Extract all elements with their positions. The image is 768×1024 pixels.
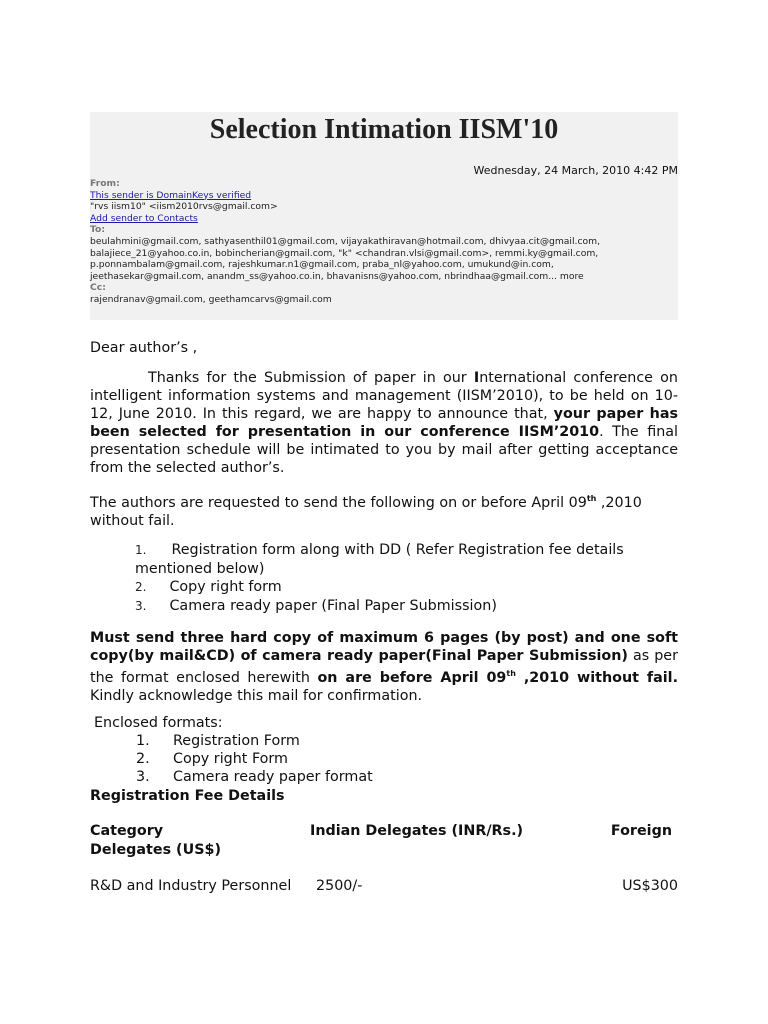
list-item: 2. Copy right form <box>135 579 282 595</box>
list-item: 3. Camera ready paper (Final Paper Submission) <box>135 597 497 614</box>
para2-text-b: ,2010 without fail. <box>90 494 642 529</box>
para1-text-i: I <box>473 370 480 386</box>
col-category: Category <box>90 823 164 839</box>
email-date: Wednesday, 24 March, 2010 4:42 PM <box>473 164 678 177</box>
para2-sup: th <box>586 494 597 503</box>
fee-heading: Registration Fee Details <box>90 788 285 804</box>
email-meta <box>90 178 678 306</box>
para3-bold1: Must send three hard copy of maximum 6 pages (by post) and one soft copy(by mail&CD) of camera ready paper(Final Paper Submission) <box>90 630 678 664</box>
greeting: Dear author’s , <box>90 340 198 356</box>
row-foreign: US$300 <box>622 878 678 894</box>
list-item: 2. Copy right Form <box>136 751 288 767</box>
cc-line: rajendranav@gmail.com, geethamcarvs@gmail.com <box>90 293 332 305</box>
submission-paragraph <box>90 629 678 705</box>
list-item: 1. Registration form along with DD ( Refer Registration fee details mentioned below) <box>135 542 624 577</box>
to-line: balajiece_21@yahoo.co.in, bobincherian@gmail.com, "k" <chandran.vlsi@gmail.com>, remmi.ky@gmail.com, <box>90 247 599 259</box>
enclosed-label: Enclosed formats: <box>94 715 223 731</box>
para1-text-b: nternational conference on intelligent information systems and management (IISM’2010), to be held on 10-12, June 2010. In this regard, we are happy to announce that, <box>90 370 678 422</box>
row-indian: 2500/- <box>316 878 363 894</box>
sender-address: "rvs iism10" <iism2010rvs@gmail.com> <box>90 201 278 213</box>
to-line: p.ponnambalam@gmail.com, rajeshkumar.n1@gmail.com, praba_nl@yahoo.com, umukund@in.com, <box>90 259 554 271</box>
email-header <box>90 112 678 320</box>
para1-text-c: . The final presentation schedule will be intimated to you by mail after getting acceptance from the selected author’s. <box>90 424 678 476</box>
para3-bold3: ,2010 without fail. <box>515 669 678 686</box>
para3-sup: th <box>506 669 516 678</box>
col-foreign-cont: Delegates (US$) <box>90 842 221 858</box>
to-line: jeethasekar@gmail.com, anandm_ss@yahoo.co.in, bhavanisns@yahoo.com, nbrindhaa@gmail.com... more <box>90 270 584 282</box>
to-label: To: <box>90 224 106 236</box>
cc-label: Cc: <box>90 282 106 294</box>
list-item: 1. Registration Form <box>136 733 300 749</box>
page-title: Selection Intimation IISM'10 <box>209 114 559 145</box>
row-category: R&D and Industry Personnel <box>90 878 292 894</box>
col-indian: Indian Delegates (INR/Rs.) <box>310 823 524 839</box>
domainkeys-link[interactable]: This sender is DomainKeys verified <box>90 189 252 201</box>
add-contact-link[interactable]: Add sender to Contacts <box>90 212 198 224</box>
intro-paragraph <box>90 369 678 477</box>
to-line: beulahmini@gmail.com, sathyasenthil01@gmail.com, vijayakathiravan@hotmail.com, dhivyaa.cit@gmail.com, <box>90 235 601 247</box>
from-label: From: <box>90 178 120 189</box>
list-item: 3. Camera ready paper format <box>136 769 373 785</box>
requirements-list <box>135 541 678 615</box>
para3-bold2: on are before April 09 <box>317 669 507 686</box>
para1-bold: your paper has been selected for presentation in our conference IISM’2010 <box>90 406 678 440</box>
col-foreign: Foreign <box>610 823 672 839</box>
para1-text-a: Thanks for the Submission of paper in our <box>148 370 474 386</box>
enclosed-list <box>136 732 373 786</box>
requirements-intro <box>90 490 678 530</box>
para3-text-a: as per the format enclosed herewith <box>90 648 678 686</box>
para2-text-a: The authors are requested to send the following on or before April 09 <box>90 494 587 511</box>
para3-text-b: Kindly acknowledge this mail for confirmation. <box>90 687 423 704</box>
